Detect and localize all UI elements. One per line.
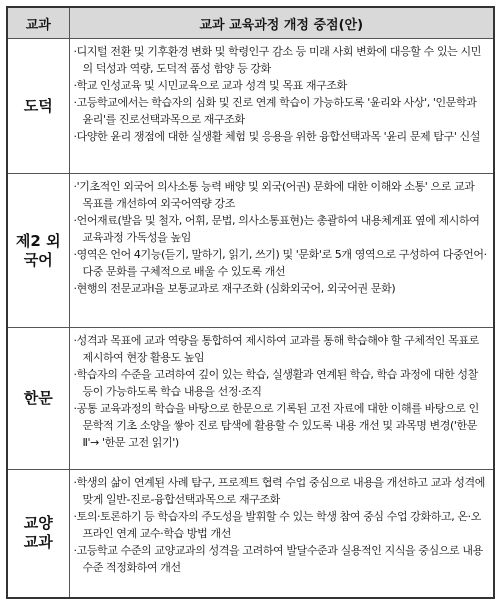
- table-row: [7, 328, 494, 470]
- subject-cell: 도덕: [7, 39, 69, 174]
- list-item: ·'기초적인 외국어 의사소통 능력 배양 및 외국(어권) 문화에 대한 이해와 소통' 으로 교과 목표를 개선하여 외국어역량 강조: [73, 180, 475, 210]
- list-item: ·토의·토론하기 등 학습자의 주도성을 발휘할 수 있는 학생 참여 중심 수업 강화하고, 온·오프라인 연계 교수·학습 방법 개선: [73, 510, 481, 540]
- table-row: [7, 174, 494, 328]
- list-item: ·공통 교육과정의 학습을 바탕으로 한문으로 기록된 고전 자료에 대한 이해를 바탕으로 인문학적 기초 소양을 쌓아 진로 탐색에 활용할 수 있도록 내용 개선 및 과목명 변경('한문Ⅱ'→ '한문 고전 읽기'): [73, 402, 479, 449]
- list-item: ·학교 인성교육 및 시민교육으로 교과 성격 및 목표 재구조화: [73, 79, 347, 92]
- list-item: ·다양한 윤리 쟁점에 대한 실생활 체험 및 응용을 위한 융합선택과목 '윤리 문제 탐구' 신설: [73, 130, 481, 143]
- header-subject: 교과: [7, 7, 69, 39]
- list-item: ·성격과 목표에 교과 역량을 통합하여 제시하여 교과를 통해 학습해야 할 구체적인 목표로 제시하여 현장 활용도 높임: [73, 334, 479, 364]
- table-row: [7, 39, 494, 174]
- table-row: [7, 470, 494, 598]
- content-cell: [69, 174, 494, 328]
- content-cell: [69, 328, 494, 470]
- list-item: ·학습자의 수준을 고려하여 깊이 있는 학습, 실생활과 연계된 학습, 학습 과정에 대한 성찰 등이 가능하도록 학습 내용을 선정·조직: [73, 368, 478, 398]
- table-header-row: [7, 7, 494, 39]
- list-item: ·디지털 전환 및 기후환경 변화 및 학령인구 감소 등 미래 사회 변화에 대응할 수 있는 시민의 덕성과 역량, 도덕적 품성 함양 등 강화: [73, 45, 481, 75]
- list-item: ·언어재료(발음 및 철자, 어휘, 문법, 의사소통표현)는 총괄하여 내용체계표 옆에 제시하여 교육과정 가독성을 높임: [73, 214, 480, 244]
- list-item: ·학생의 삶이 연계된 사례 탐구, 프로젝트 협력 수업 중심으로 내용을 개선하고 교과 성격에 맞게 일반-진로-융합선택과목으로 재구조화: [73, 476, 485, 506]
- curriculum-revision-table: [6, 6, 495, 599]
- subject-cell: 한문: [7, 328, 69, 470]
- content-cell: [69, 39, 494, 174]
- list-item: ·영역은 언어 4기능(듣기, 말하기, 읽기, 쓰기) 및 '문화'로 5개 영역으로 구성하여 다중언어·다중 문화를 구체적으로 배울 수 있도록 개선: [73, 248, 487, 278]
- policy-table-container: [6, 6, 493, 599]
- content-cell: [69, 470, 494, 598]
- subject-cell: 제2 외국어: [7, 174, 69, 328]
- subject-cell: 교양 교과: [7, 470, 69, 598]
- list-item: ·고등학교 수준의 교양교과의 성격을 고려하여 발달수준과 실용적인 지식을 중심으로 내용수준 적정화하여 개선: [73, 544, 483, 574]
- header-title: 교과 교육과정 개정 중점(안): [69, 7, 494, 39]
- list-item: ·고등학교에서는 학습자의 심화 및 진로 연계 학습이 가능하도록 '윤리와 사상', '인문학과 윤리'를 진로선택과목으로 재구조화: [73, 96, 477, 126]
- list-item: ·현행의 전문교과Ⅰ을 보통교과로 재구조화 (심화외국어, 외국어권 문화): [73, 282, 396, 295]
